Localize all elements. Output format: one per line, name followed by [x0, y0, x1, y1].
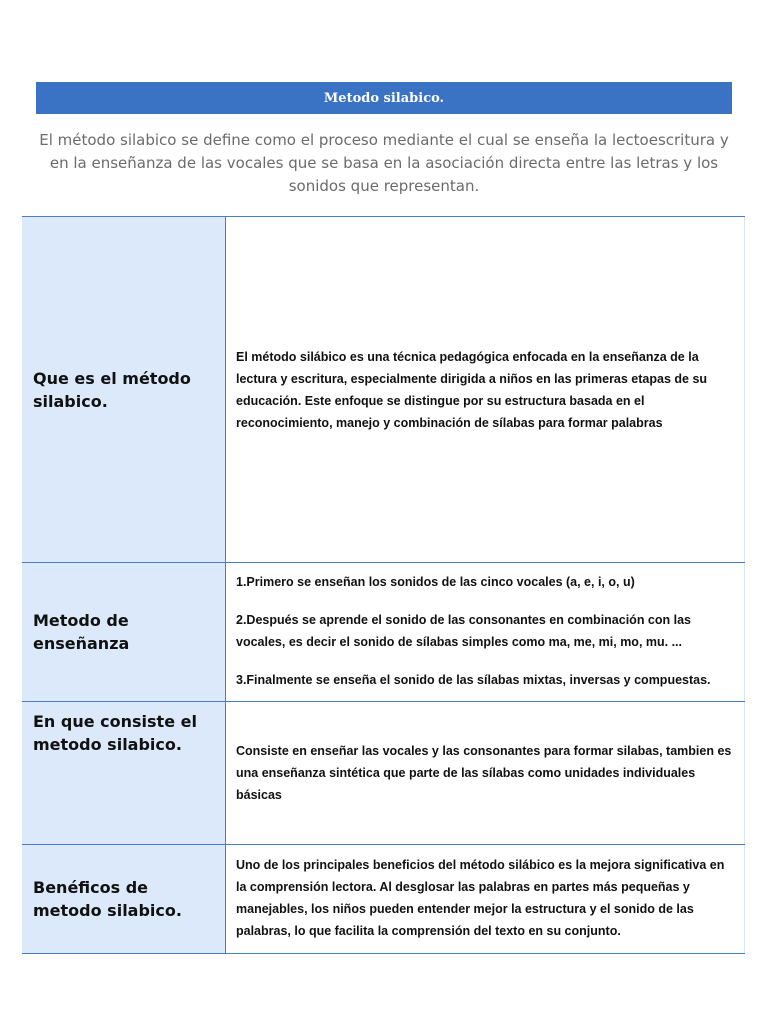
row-text: Uno de los principales beneficios del método silábico es la mejora significativa en la comprensión lectora. Al desglosar las palabras en partes más pequeñas y manejables, los niños pueden entender mejor la estructura y el sonido de las palabras, lo que facilita la comprensión del texto en su conjunto. — [236, 858, 725, 938]
table-row — [22, 563, 745, 702]
row-label: Que es el método silabico. — [33, 368, 191, 411]
table-row — [22, 702, 745, 845]
page-title: Metodo silabico. — [323, 90, 445, 106]
step-1-text: 1.Primero se enseñan los sonidos de las cinco vocales (a, e, i, o, u) — [236, 575, 635, 589]
info-table — [22, 216, 745, 954]
row-text: Consiste en enseñar las vocales y las consonantes para formar silabas, tambien es una enseñanza sintética que parte de las sílabas como unidades individuales básicas — [236, 744, 732, 802]
row-label-cell — [22, 217, 226, 562]
table-row — [22, 217, 745, 563]
intro-paragraph: El método silabico se define como el proceso mediante el cual se enseña la lectoescritura y en la enseñanza de las vocales que se basa en la asociación directa entre las letras y los sonidos que representan. — [39, 131, 729, 195]
row-label-cell — [22, 702, 226, 844]
row-content-cell — [226, 845, 745, 953]
title-bar — [36, 82, 732, 114]
row-content-cell — [226, 217, 745, 562]
row-label-cell — [22, 845, 226, 953]
table-row — [22, 845, 745, 954]
step-2-text: 2.Después se aprende el sonido de las consonantes en combinación con las vocales, es decir el sonido de sílabas simples como ma, me, mi, mo, mu. ... — [236, 613, 691, 649]
row-label: Benéficos de metodo silabico. — [33, 878, 182, 920]
row-label-cell — [22, 563, 226, 701]
row-label: Metodo de enseñanza — [33, 611, 130, 653]
row-content-cell — [226, 563, 745, 701]
row-text: El método silábico es una técnica pedagógica enfocada en la enseñanza de la lectura y escritura, especialmente dirigida a niños en las primeras etapas de su educación. Este enfoque se distingue por su estructura basada en el reconocimiento, manejo y combinación de sílabas para formar palabras — [236, 349, 708, 430]
row-label: En que consiste el metodo silabico. — [33, 712, 197, 754]
row-content-cell — [226, 702, 745, 844]
step-3-text: 3.Finalmente se enseña el sonido de las sílabas mixtas, inversas y compuestas. — [236, 673, 711, 687]
